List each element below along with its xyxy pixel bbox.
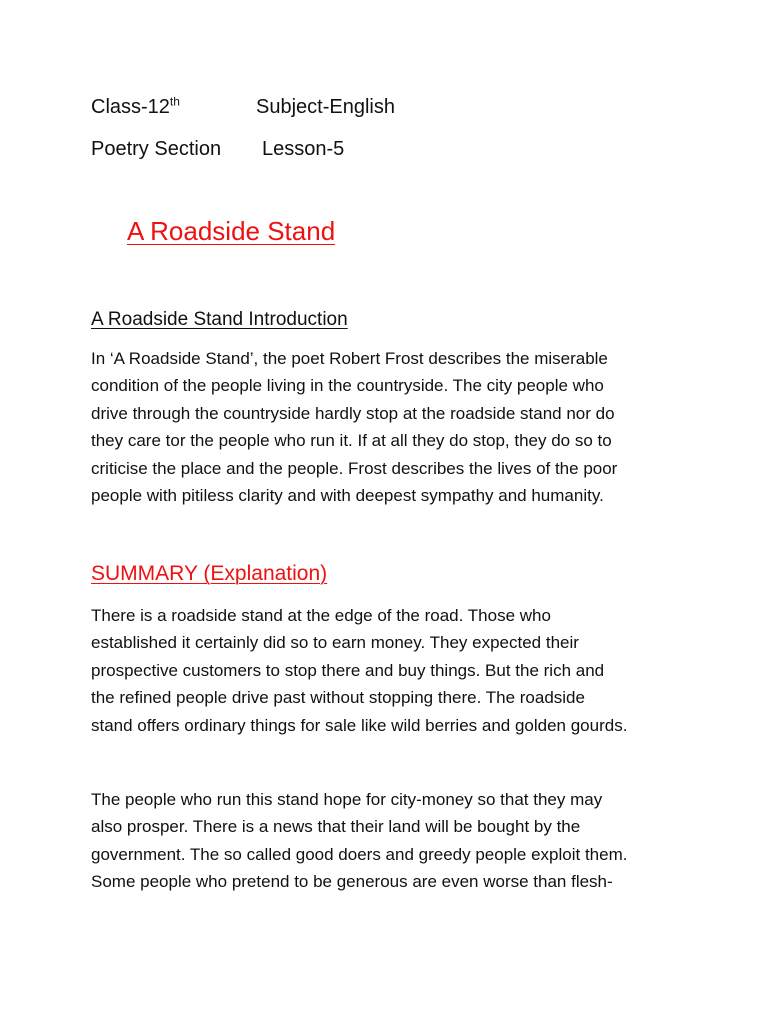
summary-paragraph-2 (91, 786, 691, 896)
lesson-label: Lesson-5 (262, 138, 345, 160)
section-label: Poetry Section (91, 138, 222, 160)
intro-line: they care tor the people who run it. If at all they do stop, they do so to (91, 431, 612, 451)
subject-label: Subject-English (256, 96, 395, 118)
intro-line: criticise the place and the people. Frost describes the lives of the poor (91, 458, 618, 478)
summary-line: the refined people drive past without stopping there. The roadside (91, 688, 585, 708)
summary-heading: SUMMARY (Explanation) (91, 562, 328, 585)
summary-line: prospective customers to stop there and buy things. But the rich and (91, 660, 605, 680)
intro-paragraph (91, 345, 691, 509)
intro-line: drive through the countryside hardly stop at the roadside stand nor do (91, 403, 615, 423)
summary-line: established it certainly did so to earn money. They expected their (91, 633, 579, 653)
intro-line: people with pitiless clarity and with deepest sympathy and humanity. (91, 486, 604, 506)
summary-line: stand offers ordinary things for sale like wild berries and golden gourds. (91, 715, 628, 735)
intro-heading: A Roadside Stand Introduction (91, 309, 348, 330)
page-title: A Roadside Stand (127, 216, 336, 246)
intro-line: In ‘A Roadside Stand’, the poet Robert Frost describes the miserable (91, 349, 608, 368)
intro-line: condition of the people living in the countryside. The city people who (91, 376, 604, 396)
summary-line: government. The so called good doers and greedy people exploit them. (91, 844, 628, 864)
summary-line: The people who run this stand hope for city-money so that they may (91, 790, 603, 809)
summary-paragraph-1 (91, 602, 691, 739)
summary-line: also prosper. There is a news that their land will be bought by the (91, 817, 581, 837)
class-ordinal-suffix: th (169, 94, 180, 109)
class-label: Class-12th (91, 94, 180, 118)
summary-line: Some people who pretend to be generous are even worse than flesh- (91, 872, 613, 892)
summary-line: There is a roadside stand at the edge of the road. Those who (91, 606, 551, 625)
